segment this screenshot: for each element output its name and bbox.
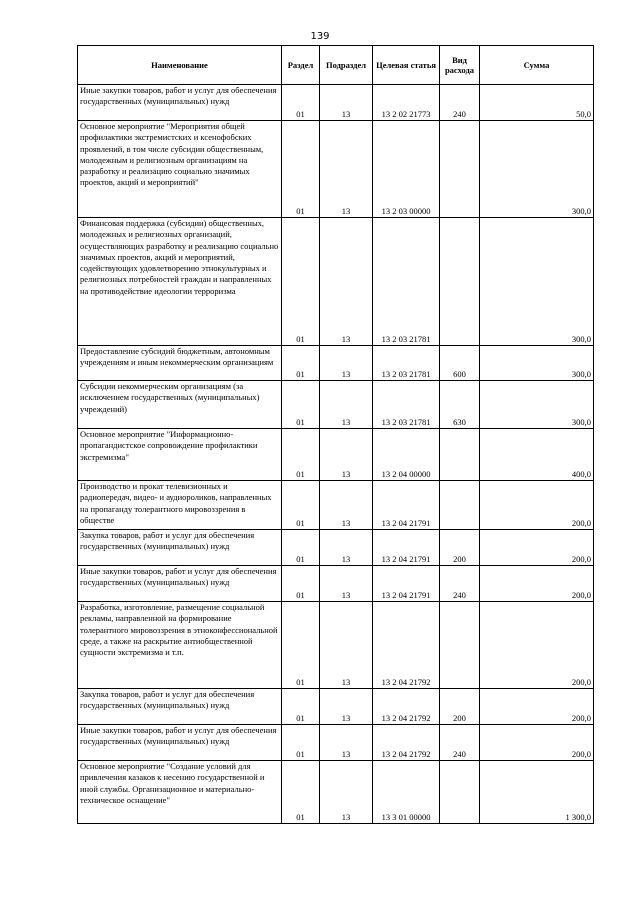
row-amount: 200,0: [480, 725, 594, 761]
row-expense-type: 240: [440, 85, 480, 121]
row-expense-type: [440, 602, 480, 689]
row-expense-type: 200: [440, 689, 480, 725]
row-name: Разработка, изготовление, размещение социальной рекламы, направленной на формирование толерантного мировоззрения в этноконфессиональной среде, а также на раскрытие антиобщественной сущности экстремизма и т.п.: [78, 602, 282, 689]
row-name: Основное мероприятие "Информационно-пропагандистское сопровождение профилактики экстремизма": [78, 429, 282, 481]
header-amount: Сумма: [480, 46, 594, 85]
row-target: 13 2 04 21792: [373, 602, 440, 689]
row-subsection: 13: [320, 530, 373, 566]
row-expense-type: [440, 429, 480, 481]
row-section: 01: [282, 761, 320, 824]
row-amount: 300,0: [480, 218, 594, 346]
row-target: 13 2 02 21773: [373, 85, 440, 121]
row-target: 13 2 03 00000: [373, 121, 440, 218]
header-section: Раздел: [282, 46, 320, 85]
row-name: Закупка товаров, работ и услуг для обеспечения государственных (муниципальных) нужд: [78, 530, 282, 566]
row-section: 01: [282, 346, 320, 381]
row-section: 01: [282, 566, 320, 602]
row-amount: 300,0: [480, 121, 594, 218]
table-row: [78, 725, 594, 761]
row-subsection: 13: [320, 566, 373, 602]
row-section: 01: [282, 725, 320, 761]
row-name: Основное мероприятие "Создание условий для привлечения казаков к несению государственной и иной службы. Организационное и материально-техническое оснащение": [78, 761, 282, 824]
row-amount: 200,0: [480, 602, 594, 689]
row-amount: 200,0: [480, 530, 594, 566]
table-header-row: [78, 46, 594, 85]
row-expense-type: [440, 218, 480, 346]
header-subsection: Подраздел: [320, 46, 373, 85]
row-expense-type: 240: [440, 566, 480, 602]
table-row: [78, 429, 594, 481]
row-expense-type: 200: [440, 530, 480, 566]
table-row: [78, 761, 594, 824]
row-section: 01: [282, 218, 320, 346]
row-expense-type: [440, 761, 480, 824]
table-row: [78, 218, 594, 346]
row-name: Предоставление субсидий бюджетным, автономным учреждениям и иным некоммерческим организациям: [78, 346, 282, 381]
row-amount: 300,0: [480, 381, 594, 429]
header-target: Целевая статья: [373, 46, 440, 85]
row-name: Основное мероприятие "Мероприятия общей профилактики экстремистских и ксенофобских проявлений, в том числе субсидии общественным, молодежным и религиозным организациям на разработку и реализацию социально значимых проектов, акций и мероприятий": [78, 121, 282, 218]
page-number: 139: [310, 31, 330, 42]
row-section: 01: [282, 481, 320, 530]
row-section: 01: [282, 381, 320, 429]
row-target: 13 2 04 21791: [373, 566, 440, 602]
row-name: Иные закупки товаров, работ и услуг для обеспечения государственных (муниципальных) нужд: [78, 85, 282, 121]
row-target: 13 2 04 21791: [373, 481, 440, 530]
header-expense-type: Вид расхода: [440, 46, 480, 85]
row-name: Иные закупки товаров, работ и услуг для обеспечения государственных (муниципальных) нужд: [78, 725, 282, 761]
row-expense-type: 630: [440, 381, 480, 429]
row-name: Финансовая поддержка (субсидии) общественных, молодежных и религиозных организаций, осуществляющих разработку и реализацию социально значимых проектов, акций и мероприятий, содействующих удовлетворению этнокультурных и религиозных потребностей граждан и направленных на противодействие идеологии терроризма: [78, 218, 282, 346]
row-expense-type: [440, 481, 480, 530]
row-amount: 1 300,0: [480, 761, 594, 824]
budget-table: [77, 45, 594, 824]
table-body: [78, 85, 594, 824]
row-section: 01: [282, 689, 320, 725]
row-amount: 300,0: [480, 346, 594, 381]
row-name: Субсидии некоммерческим организациям (за исключением государственных (муниципальных) учреждений): [78, 381, 282, 429]
row-expense-type: [440, 121, 480, 218]
row-target: 13 2 03 21781: [373, 218, 440, 346]
row-subsection: 13: [320, 346, 373, 381]
table-row: [78, 566, 594, 602]
row-name: Закупка товаров, работ и услуг для обеспечения государственных (муниципальных) нужд: [78, 689, 282, 725]
row-section: 01: [282, 85, 320, 121]
row-subsection: 13: [320, 481, 373, 530]
row-name: Иные закупки товаров, работ и услуг для обеспечения государственных (муниципальных) нужд: [78, 566, 282, 602]
row-section: 01: [282, 602, 320, 689]
row-target: 13 2 04 21792: [373, 689, 440, 725]
row-amount: 400,0: [480, 429, 594, 481]
row-subsection: 13: [320, 85, 373, 121]
row-subsection: 13: [320, 218, 373, 346]
row-section: 01: [282, 121, 320, 218]
row-amount: 50,0: [480, 85, 594, 121]
row-expense-type: 240: [440, 725, 480, 761]
table-row: [78, 346, 594, 381]
row-section: 01: [282, 530, 320, 566]
table-row: [78, 530, 594, 566]
row-amount: 200,0: [480, 566, 594, 602]
row-expense-type: 600: [440, 346, 480, 381]
row-target: 13 2 04 21792: [373, 725, 440, 761]
row-subsection: 13: [320, 429, 373, 481]
table-row: [78, 602, 594, 689]
row-target: 13 2 03 21781: [373, 346, 440, 381]
row-target: 13 2 04 00000: [373, 429, 440, 481]
row-name: Производство и прокат телевизионных и радиопередач, видео- и аудиороликов, направленных на пропаганду толерантного мировоззрения в обществе: [78, 481, 282, 530]
header-name: Наименование: [78, 46, 282, 85]
table-row: [78, 481, 594, 530]
row-target: 13 2 04 21791: [373, 530, 440, 566]
row-section: 01: [282, 429, 320, 481]
row-target: 13 2 03 21781: [373, 381, 440, 429]
row-subsection: 13: [320, 689, 373, 725]
row-amount: 200,0: [480, 481, 594, 530]
row-subsection: 13: [320, 725, 373, 761]
row-amount: 200,0: [480, 689, 594, 725]
table-row: [78, 381, 594, 429]
row-target: 13 3 01 00000: [373, 761, 440, 824]
table-row: [78, 121, 594, 218]
table-row: [78, 85, 594, 121]
row-subsection: 13: [320, 602, 373, 689]
row-subsection: 13: [320, 121, 373, 218]
row-subsection: 13: [320, 761, 373, 824]
table-row: [78, 689, 594, 725]
row-subsection: 13: [320, 381, 373, 429]
